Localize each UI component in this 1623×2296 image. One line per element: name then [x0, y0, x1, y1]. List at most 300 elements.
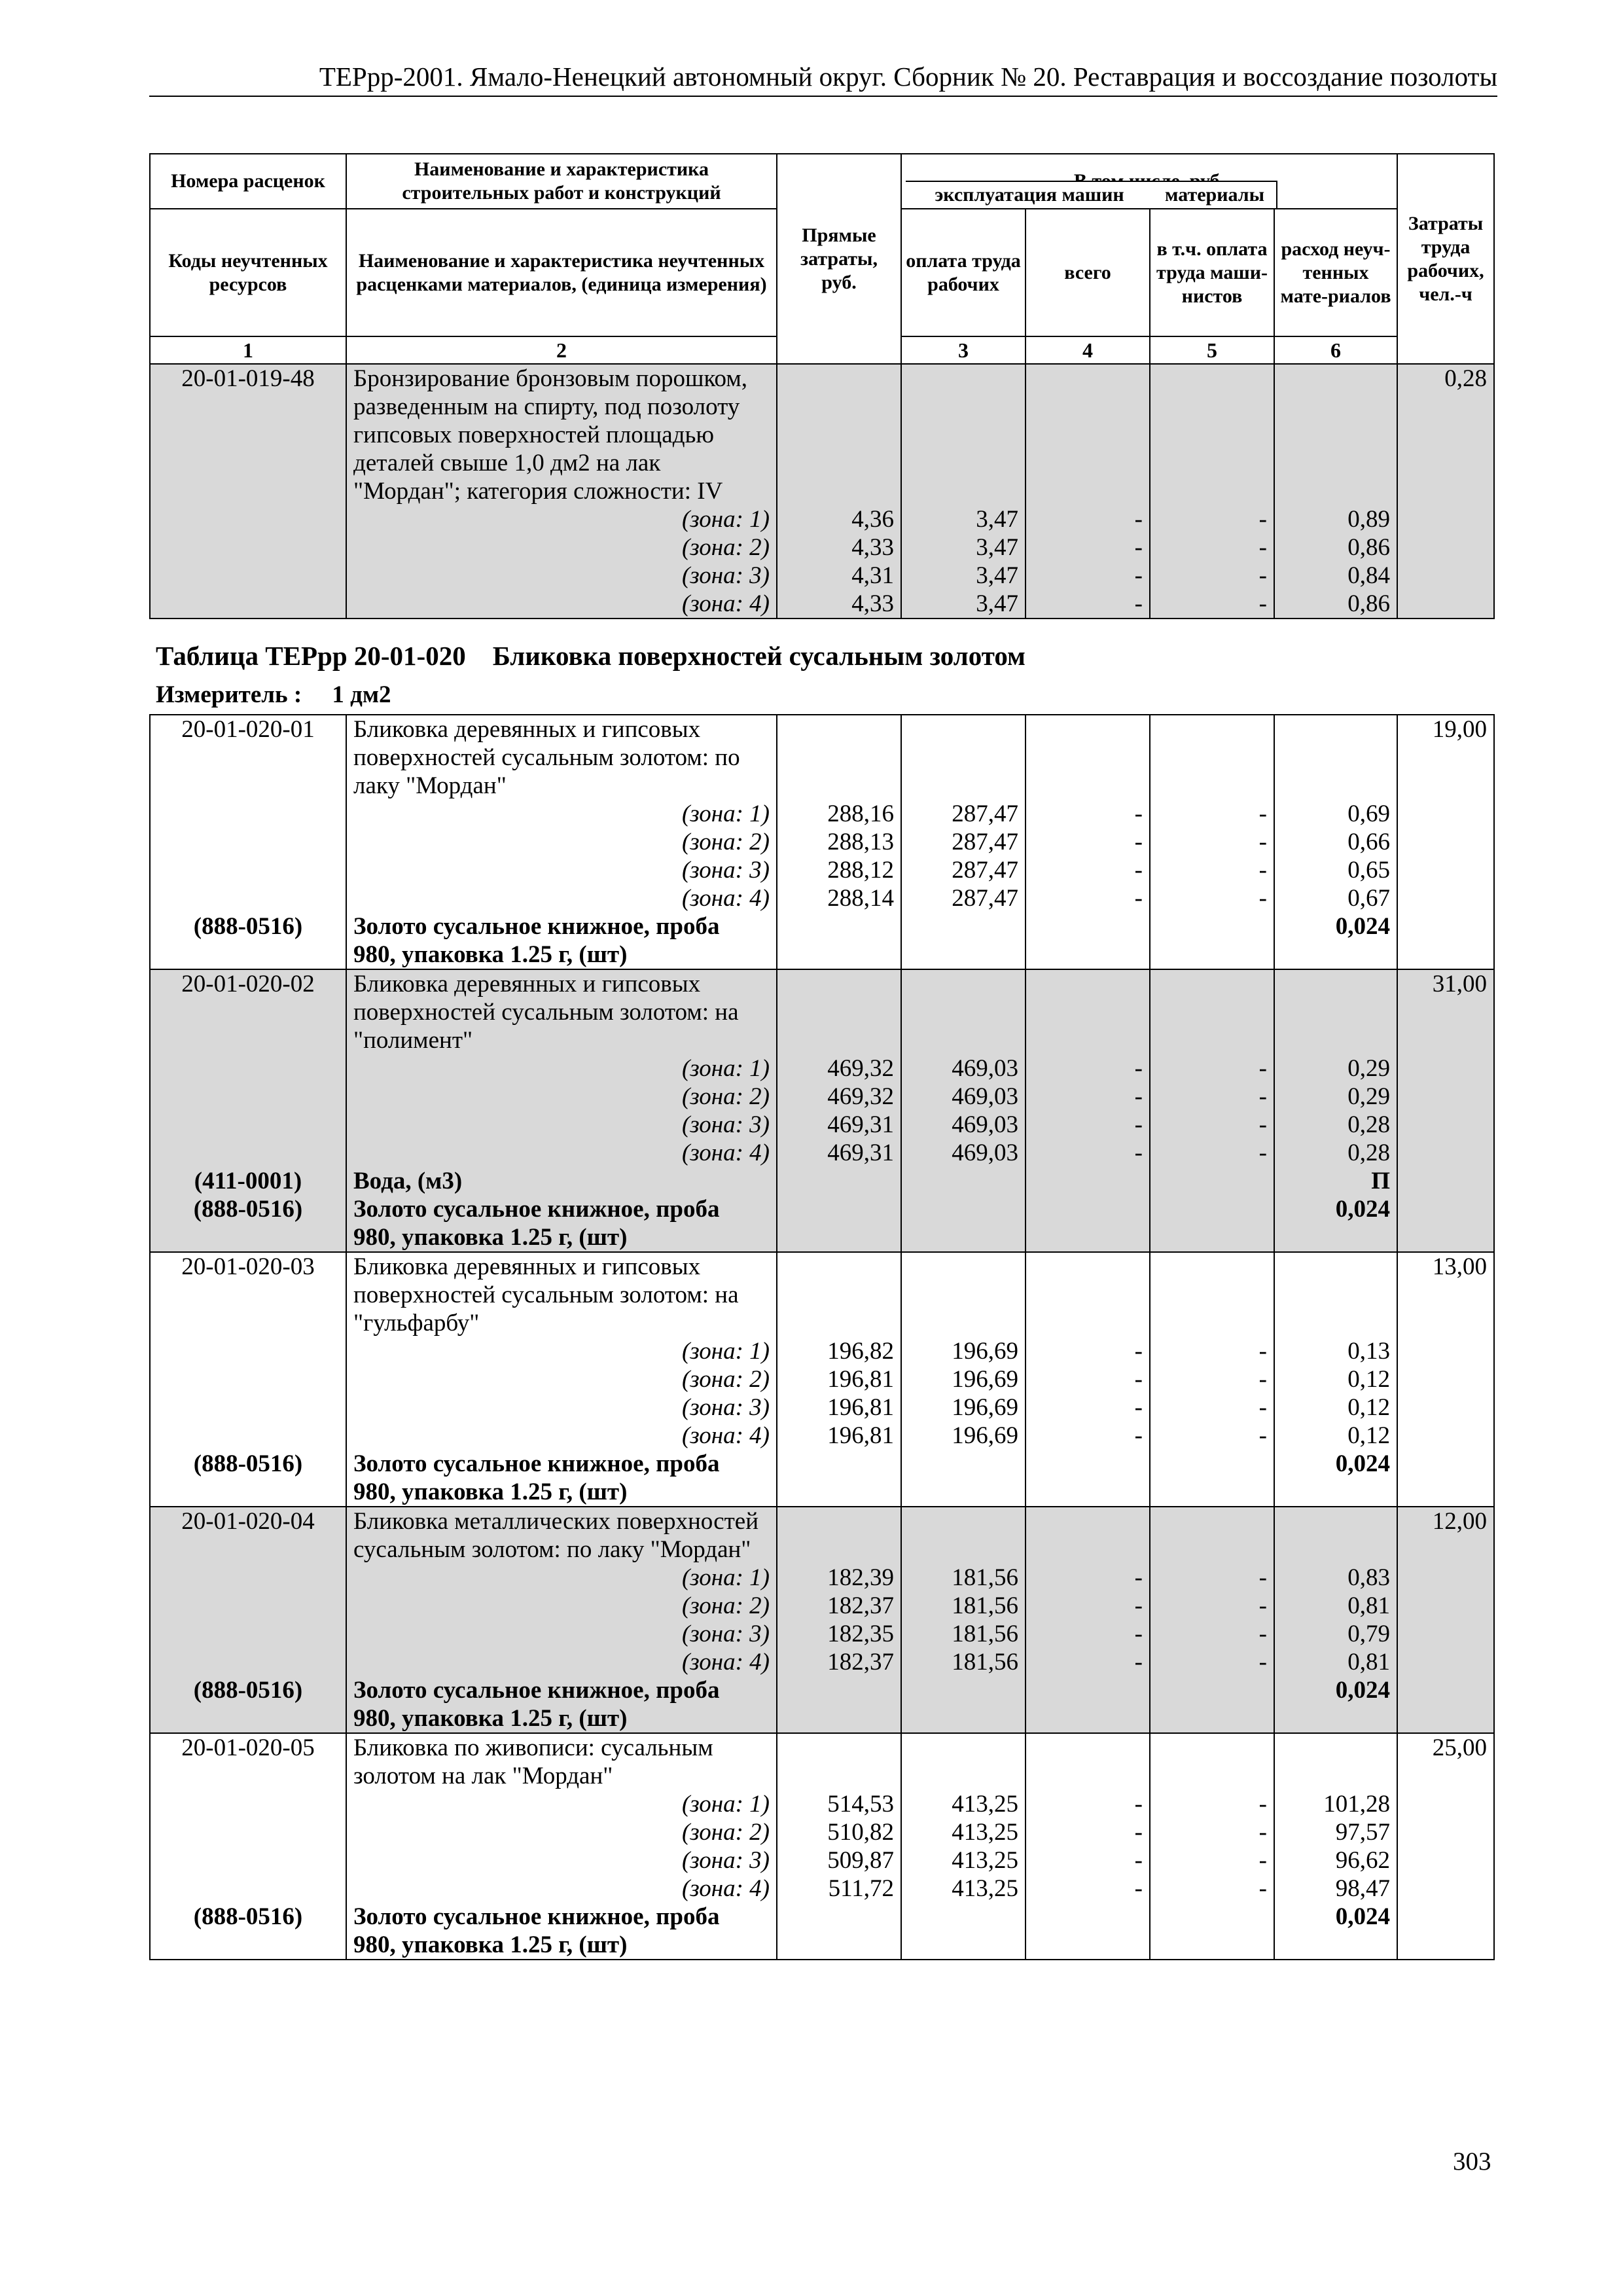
code-cell: (888-0516) — [150, 1676, 346, 1704]
materials-cell: 0,024 — [1274, 1450, 1397, 1478]
code-cell — [150, 856, 346, 884]
direct-cost-cell — [777, 1535, 901, 1564]
labor-hours-cell — [1397, 1026, 1494, 1054]
machines-total-cell: - — [1026, 1648, 1150, 1676]
materials-cell: 0,86 — [1274, 533, 1397, 562]
description-cell: золотом на лак "Мордан" — [346, 1762, 777, 1790]
description-cell: "Мордан"; категория сложности: IV — [346, 477, 777, 505]
machines-labor-cell: - — [1150, 505, 1274, 533]
materials-cell — [1274, 1931, 1397, 1960]
labor-hours-cell — [1397, 1762, 1494, 1790]
labor-pay-cell: 469,03 — [901, 1054, 1026, 1083]
machines-labor-cell — [1150, 1281, 1274, 1309]
table-row — [150, 562, 1494, 590]
machines-labor-cell — [1150, 1450, 1274, 1478]
table-row — [150, 1393, 1494, 1422]
labor-pay-cell — [901, 1733, 1026, 1762]
description-cell: Золото сусальное книжное, проба — [346, 1676, 777, 1704]
materials-cell — [1274, 1478, 1397, 1507]
machines-total-cell — [1026, 1223, 1150, 1252]
col-num-6: 6 — [1274, 336, 1397, 364]
materials-cell: 0,024 — [1274, 1195, 1397, 1223]
table-row — [150, 969, 1494, 998]
machines-total-cell — [1026, 772, 1150, 800]
description-cell: (зона: 2) — [346, 828, 777, 856]
labor-hours-cell — [1397, 856, 1494, 884]
code-cell: 20-01-020-02 — [150, 969, 346, 998]
description-cell: сусальным золотом: по лаку "Мордан" — [346, 1535, 777, 1564]
machines-labor-cell — [1150, 1762, 1274, 1790]
machines-labor-cell: - — [1150, 1139, 1274, 1167]
code-cell — [150, 1648, 346, 1676]
code-cell — [150, 941, 346, 969]
direct-cost-cell — [777, 1309, 901, 1337]
machines-labor-cell: - — [1150, 828, 1274, 856]
machines-labor-cell — [1150, 393, 1274, 421]
labor-pay-cell: 181,56 — [901, 1564, 1026, 1592]
materials-cell — [1274, 1026, 1397, 1054]
description-cell: Вода, (м3) — [346, 1167, 777, 1195]
description-cell: (зона: 3) — [346, 1620, 777, 1648]
machines-labor-cell: - — [1150, 1620, 1274, 1648]
col-resource-codes: Коды неучтенных ресурсов — [150, 209, 346, 336]
table-row — [150, 1422, 1494, 1450]
table-row — [150, 800, 1494, 828]
direct-cost-cell — [777, 1223, 901, 1252]
machines-total-cell: - — [1026, 1365, 1150, 1393]
labor-hours-cell — [1397, 1281, 1494, 1309]
machines-total-cell: - — [1026, 884, 1150, 912]
code-cell — [150, 1393, 346, 1422]
materials-cell: 0,81 — [1274, 1592, 1397, 1620]
col-labor-pay: оплата труда рабочих — [901, 209, 1026, 336]
description-cell: поверхностей сусальным золотом: на — [346, 998, 777, 1026]
page-header: ТЕРрр-2001. Ямало-Ненецкий автономный округ. Сборник № 20. Реставрация и воссоздание позолоты — [149, 58, 1497, 97]
machines-total-cell: - — [1026, 1564, 1150, 1592]
labor-hours-cell — [1397, 421, 1494, 449]
materials-cell — [1274, 1281, 1397, 1309]
code-cell — [150, 1111, 346, 1139]
direct-cost-cell: 196,81 — [777, 1365, 901, 1393]
description-cell: (зона: 1) — [346, 1790, 777, 1818]
materials-cell — [1274, 1733, 1397, 1762]
table-row — [150, 477, 1494, 505]
code-cell — [150, 477, 346, 505]
labor-pay-cell — [901, 969, 1026, 998]
machines-total-cell — [1026, 1762, 1150, 1790]
labor-hours-cell — [1397, 1422, 1494, 1450]
description-cell: (зона: 3) — [346, 562, 777, 590]
machines-total-cell: - — [1026, 562, 1150, 590]
code-cell — [150, 1620, 346, 1648]
labor-pay-cell — [901, 1931, 1026, 1960]
code-cell — [150, 533, 346, 562]
labor-hours-cell — [1397, 800, 1494, 828]
machines-labor-cell — [1150, 969, 1274, 998]
machines-total-cell: - — [1026, 1054, 1150, 1083]
description-cell: (зона: 2) — [346, 1083, 777, 1111]
col-direct-costs: Прямые затраты, руб. — [777, 154, 901, 364]
labor-pay-cell: 181,56 — [901, 1592, 1026, 1620]
table-row — [150, 1790, 1494, 1818]
labor-pay-cell: 469,03 — [901, 1139, 1026, 1167]
table-row — [150, 590, 1494, 619]
materials-cell — [1274, 477, 1397, 505]
direct-cost-cell — [777, 1704, 901, 1733]
labor-pay-cell — [901, 449, 1026, 477]
description-cell: Бликовка по живописи: сусальным — [346, 1733, 777, 1762]
labor-hours-cell — [1397, 1592, 1494, 1620]
direct-cost-cell: 288,12 — [777, 856, 901, 884]
direct-cost-cell: 288,16 — [777, 800, 901, 828]
code-cell — [150, 449, 346, 477]
machines-total-cell — [1026, 477, 1150, 505]
direct-cost-cell — [777, 1195, 901, 1223]
labor-pay-cell: 469,03 — [901, 1083, 1026, 1111]
table-row — [150, 1648, 1494, 1676]
description-cell: (зона: 3) — [346, 1393, 777, 1422]
machines-labor-cell: - — [1150, 884, 1274, 912]
machines-labor-cell — [1150, 1535, 1274, 1564]
machines-labor-cell — [1150, 744, 1274, 772]
direct-cost-cell — [777, 912, 901, 941]
code-cell — [150, 1026, 346, 1054]
table-row — [150, 1676, 1494, 1704]
labor-hours-cell — [1397, 772, 1494, 800]
labor-hours-cell — [1397, 912, 1494, 941]
machines-total-cell — [1026, 364, 1150, 393]
description-cell: Золото сусальное книжное, проба — [346, 1195, 777, 1223]
table-row — [150, 912, 1494, 941]
direct-cost-cell — [777, 1903, 901, 1931]
materials-cell — [1274, 715, 1397, 744]
materials-cell: 0,29 — [1274, 1083, 1397, 1111]
machines-labor-cell — [1150, 912, 1274, 941]
materials-cell: 0,83 — [1274, 1564, 1397, 1592]
description-cell: лаку "Мордан" — [346, 772, 777, 800]
description-cell: 980, упаковка 1.25 г, (шт) — [346, 1931, 777, 1960]
table-row — [150, 744, 1494, 772]
machines-labor-cell: - — [1150, 1648, 1274, 1676]
machines-total-cell — [1026, 1733, 1150, 1762]
labor-hours-cell — [1397, 1111, 1494, 1139]
labor-hours-cell — [1397, 1195, 1494, 1223]
description-cell: Золото сусальное книжное, проба — [346, 912, 777, 941]
machines-labor-cell — [1150, 1026, 1274, 1054]
labor-hours-cell — [1397, 1535, 1494, 1564]
machines-total-cell: - — [1026, 505, 1150, 533]
description-cell: (зона: 1) — [346, 505, 777, 533]
labor-hours-cell: 19,00 — [1397, 715, 1494, 744]
description-cell: (зона: 4) — [346, 1648, 777, 1676]
code-cell — [150, 800, 346, 828]
direct-cost-cell: 288,13 — [777, 828, 901, 856]
code-cell — [150, 1422, 346, 1450]
machines-labor-cell — [1150, 1507, 1274, 1535]
labor-hours-cell — [1397, 1903, 1494, 1931]
materials-cell: 0,28 — [1274, 1139, 1397, 1167]
code-cell — [150, 1139, 346, 1167]
col-materials: материалы — [1153, 181, 1277, 209]
labor-pay-cell: 3,47 — [901, 533, 1026, 562]
code-cell: 20-01-020-05 — [150, 1733, 346, 1762]
code-cell — [150, 772, 346, 800]
code-cell — [150, 1931, 346, 1960]
materials-cell — [1274, 421, 1397, 449]
direct-cost-cell: 288,14 — [777, 884, 901, 912]
machines-labor-cell: - — [1150, 1054, 1274, 1083]
labor-hours-cell: 25,00 — [1397, 1733, 1494, 1762]
table-row — [150, 1535, 1494, 1564]
description-cell: деталей свыше 1,0 дм2 на лак — [346, 449, 777, 477]
col-machines-labor: в т.ч. оплата труда маши-нистов — [1150, 209, 1274, 336]
labor-hours-cell — [1397, 1648, 1494, 1676]
labor-hours-cell — [1397, 1393, 1494, 1422]
machines-total-cell: - — [1026, 856, 1150, 884]
materials-cell: 0,67 — [1274, 884, 1397, 912]
machines-labor-cell — [1150, 364, 1274, 393]
labor-hours-cell — [1397, 884, 1494, 912]
description-cell: (зона: 4) — [346, 1139, 777, 1167]
col-machines-total: всего — [1026, 209, 1150, 336]
col-num-4: 4 — [1026, 336, 1150, 364]
table-row — [150, 1054, 1494, 1083]
description-cell: Бронзирование бронзовым порошком, — [346, 364, 777, 393]
col-materials-sub: расход неуч-тенных мате-риалов — [1274, 209, 1397, 336]
machines-total-cell — [1026, 715, 1150, 744]
direct-cost-cell: 511,72 — [777, 1874, 901, 1903]
description-cell: (зона: 1) — [346, 1564, 777, 1592]
machines-labor-cell — [1150, 1903, 1274, 1931]
labor-hours-cell — [1397, 1167, 1494, 1195]
code-cell — [150, 1564, 346, 1592]
direct-cost-cell — [777, 772, 901, 800]
table-row — [150, 715, 1494, 744]
machines-labor-cell — [1150, 1223, 1274, 1252]
labor-pay-cell: 181,56 — [901, 1620, 1026, 1648]
labor-pay-cell — [901, 1252, 1026, 1281]
table-row — [150, 856, 1494, 884]
col-num-5: 5 — [1150, 336, 1274, 364]
machines-total-cell — [1026, 1704, 1150, 1733]
description-cell: (зона: 3) — [346, 1846, 777, 1874]
page-number: 303 — [1453, 2147, 1491, 2176]
machines-total-cell: - — [1026, 1111, 1150, 1139]
description-cell: поверхностей сусальным золотом: по — [346, 744, 777, 772]
machines-total-cell — [1026, 1450, 1150, 1478]
labor-hours-cell: 31,00 — [1397, 969, 1494, 998]
labor-hours-cell — [1397, 1676, 1494, 1704]
description-cell: (зона: 4) — [346, 1874, 777, 1903]
materials-cell — [1274, 1762, 1397, 1790]
materials-cell: 96,62 — [1274, 1846, 1397, 1874]
labor-hours-cell — [1397, 1818, 1494, 1846]
table-row — [150, 421, 1494, 449]
labor-hours-cell — [1397, 505, 1494, 533]
description-cell: (зона: 2) — [346, 533, 777, 562]
machines-total-cell: - — [1026, 1846, 1150, 1874]
machines-labor-cell: - — [1150, 856, 1274, 884]
machines-labor-cell — [1150, 1733, 1274, 1762]
description-cell: (зона: 3) — [346, 1111, 777, 1139]
direct-cost-cell: 4,31 — [777, 562, 901, 590]
direct-cost-cell — [777, 1026, 901, 1054]
code-cell: (888-0516) — [150, 1903, 346, 1931]
code-cell — [150, 1309, 346, 1337]
labor-pay-cell: 413,25 — [901, 1874, 1026, 1903]
table-row — [150, 1818, 1494, 1846]
code-cell: 20-01-020-03 — [150, 1252, 346, 1281]
machines-total-cell — [1026, 1252, 1150, 1281]
description-cell: поверхностей сусальным золотом: на — [346, 1281, 777, 1309]
labor-pay-cell — [901, 941, 1026, 969]
machines-labor-cell — [1150, 1309, 1274, 1337]
machines-total-cell: - — [1026, 1083, 1150, 1111]
description-cell: (зона: 1) — [346, 800, 777, 828]
labor-hours-cell — [1397, 1450, 1494, 1478]
materials-cell: 0,69 — [1274, 800, 1397, 828]
table-row — [150, 1874, 1494, 1903]
machines-labor-cell: - — [1150, 800, 1274, 828]
direct-cost-cell: 196,81 — [777, 1422, 901, 1450]
machines-total-cell: - — [1026, 1139, 1150, 1167]
description-cell: Золото сусальное книжное, проба — [346, 1903, 777, 1931]
description-cell: разведенным на спирту, под позолоту — [346, 393, 777, 421]
code-cell: (888-0516) — [150, 1195, 346, 1223]
col-rate-numbers: Номера расценок — [150, 154, 346, 209]
labor-pay-cell — [901, 744, 1026, 772]
labor-pay-cell: 196,69 — [901, 1393, 1026, 1422]
description-cell: Бликовка металлических поверхностей — [346, 1507, 777, 1535]
code-cell — [150, 1846, 346, 1874]
direct-cost-cell: 510,82 — [777, 1818, 901, 1846]
machines-total-cell: - — [1026, 1620, 1150, 1648]
table-row — [150, 884, 1494, 912]
machines-total-cell — [1026, 1507, 1150, 1535]
direct-cost-cell: 514,53 — [777, 1790, 901, 1818]
description-cell: Бликовка деревянных и гипсовых — [346, 1252, 777, 1281]
code-cell — [150, 1818, 346, 1846]
code-cell — [150, 744, 346, 772]
labor-hours-cell — [1397, 1054, 1494, 1083]
table-row — [150, 772, 1494, 800]
machines-total-cell: - — [1026, 533, 1150, 562]
code-cell — [150, 884, 346, 912]
machines-labor-cell — [1150, 477, 1274, 505]
labor-pay-cell: 413,25 — [901, 1790, 1026, 1818]
materials-cell: 0,12 — [1274, 1422, 1397, 1450]
code-cell — [150, 421, 346, 449]
table-row — [150, 449, 1494, 477]
materials-cell: 0,29 — [1274, 1054, 1397, 1083]
table-row — [150, 1620, 1494, 1648]
machines-labor-cell — [1150, 1931, 1274, 1960]
code-cell — [150, 1365, 346, 1393]
description-cell: "полимент" — [346, 1026, 777, 1054]
description-cell: (зона: 4) — [346, 1422, 777, 1450]
table-row — [150, 1704, 1494, 1733]
code-cell — [150, 1083, 346, 1111]
code-cell — [150, 828, 346, 856]
labor-pay-cell — [901, 1535, 1026, 1564]
description-cell: Золото сусальное книжное, проба — [346, 1450, 777, 1478]
code-cell — [150, 1790, 346, 1818]
materials-cell — [1274, 1223, 1397, 1252]
machines-total-cell — [1026, 1535, 1150, 1564]
direct-cost-cell: 182,39 — [777, 1564, 901, 1592]
labor-hours-cell — [1397, 562, 1494, 590]
code-cell: (411-0001) — [150, 1167, 346, 1195]
direct-cost-cell — [777, 1931, 901, 1960]
materials-cell: 98,47 — [1274, 1874, 1397, 1903]
machines-labor-cell — [1150, 421, 1274, 449]
machines-total-cell: - — [1026, 1874, 1150, 1903]
machines-labor-cell: - — [1150, 1564, 1274, 1592]
machines-labor-cell: - — [1150, 1365, 1274, 1393]
code-cell: 20-01-019-48 — [150, 364, 346, 393]
materials-cell: 0,024 — [1274, 1676, 1397, 1704]
code-cell — [150, 1281, 346, 1309]
direct-cost-cell — [777, 1281, 901, 1309]
description-cell: 980, упаковка 1.25 г, (шт) — [346, 1478, 777, 1507]
code-cell: (888-0516) — [150, 1450, 346, 1478]
labor-pay-cell — [901, 912, 1026, 941]
direct-cost-cell — [777, 449, 901, 477]
materials-cell — [1274, 744, 1397, 772]
machines-labor-cell: - — [1150, 1337, 1274, 1365]
code-cell — [150, 1478, 346, 1507]
direct-cost-cell — [777, 715, 901, 744]
machines-total-cell: - — [1026, 1592, 1150, 1620]
direct-cost-cell: 182,35 — [777, 1620, 901, 1648]
description-cell: (зона: 1) — [346, 1337, 777, 1365]
description-cell: 980, упаковка 1.25 г, (шт) — [346, 1704, 777, 1733]
col-num-3: 3 — [901, 336, 1026, 364]
description-cell: 980, упаковка 1.25 г, (шт) — [346, 1223, 777, 1252]
labor-hours-cell — [1397, 1704, 1494, 1733]
machines-total-cell: - — [1026, 1790, 1150, 1818]
materials-cell: 0,86 — [1274, 590, 1397, 619]
description-cell: гипсовых поверхностей площадью — [346, 421, 777, 449]
materials-cell: 0,84 — [1274, 562, 1397, 590]
labor-pay-cell — [901, 1309, 1026, 1337]
machines-total-cell — [1026, 1195, 1150, 1223]
machines-labor-cell: - — [1150, 562, 1274, 590]
materials-cell — [1274, 393, 1397, 421]
rates-table-020 — [149, 714, 1495, 1960]
table-row — [150, 1223, 1494, 1252]
code-cell — [150, 562, 346, 590]
col-machines: эксплуатация машин — [906, 181, 1154, 209]
labor-hours-cell — [1397, 1790, 1494, 1818]
machines-total-cell — [1026, 1478, 1150, 1507]
table-row — [150, 1167, 1494, 1195]
materials-cell: П — [1274, 1167, 1397, 1195]
labor-pay-cell — [901, 1281, 1026, 1309]
labor-hours-cell — [1397, 477, 1494, 505]
direct-cost-cell: 4,33 — [777, 590, 901, 619]
materials-cell: 0,28 — [1274, 1111, 1397, 1139]
materials-cell: 0,81 — [1274, 1648, 1397, 1676]
materials-cell — [1274, 449, 1397, 477]
table-row — [150, 1733, 1494, 1762]
labor-pay-cell — [901, 364, 1026, 393]
materials-cell — [1274, 1507, 1397, 1535]
code-cell — [150, 1535, 346, 1564]
labor-pay-cell: 3,47 — [901, 505, 1026, 533]
labor-hours-cell: 12,00 — [1397, 1507, 1494, 1535]
table-row — [150, 1507, 1494, 1535]
